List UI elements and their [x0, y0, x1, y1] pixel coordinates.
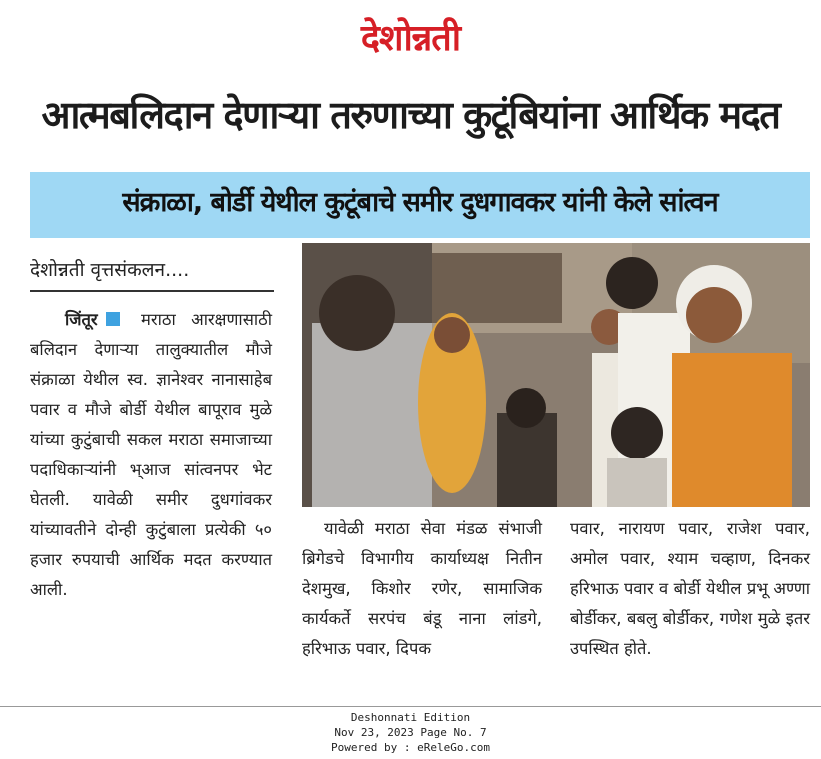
- article-column-middle: यावेळी मराठा सेवा मंडळ संभाजी ब्रिगेडचे विभागीय कार्याध्यक्ष नितीन देशमुख, किशोर रणेर, सामाजिक कार्यकर्ते सरपंच बंडू नाना लांडगे, हरिभाऊ पवार, दिपक: [302, 519, 542, 658]
- byline-divider: [30, 290, 274, 292]
- subheadline: संक्राळा, बोर्डी येथील कुटूंबाचे समीर दुधगावकर यांनी केले सांत्वन: [122, 187, 718, 218]
- byline: देशोन्नती वृत्तसंकलन....: [30, 259, 190, 281]
- article-body-left: मराठा आरक्षणासाठी बलिदान देणाऱ्या तालुक्यातील मौजे संक्राळा येथील स्व. ज्ञानेश्वर नानासाहेब पवार व मौजे बोर्डी येथील बापूराव मुळे यांच्या कुटुंबाची सकल मराठा समाजाच्या पदाधिकाऱ्यांनी भ्आज सांत्वनपर भेट घेतली. यावेळी समीर दुधगांवकर यांच्यावतीने दोन्ही कुटुंबाला प्रत्येकी ५० हजार रुपयाची आर्थिक मदत करण्यात आली.: [30, 310, 272, 599]
- footer: [0, 710, 821, 755]
- footer-date-page: Nov 23, 2023 Page No. 7: [334, 726, 487, 739]
- article-column-left: [30, 305, 272, 605]
- masthead-logo: देशोन्नती: [360, 18, 461, 59]
- footer-powered-by: Powered by : eReleGo.com: [331, 741, 490, 754]
- news-photo: [302, 243, 810, 507]
- footer-divider: [0, 706, 821, 707]
- article-column-right: पवार, नारायण पवार, राजेश पवार, अमोल पवार, श्याम चव्हाण, दिनकर हरिभाऊ पवार व बोर्डी येथील प्रभू अण्णा बोर्डीकर, बबलु बोर्डीकर, गणेश मुळे इतर उपस्थित होते.: [570, 519, 810, 658]
- headline: आत्मबलिदान देणाऱ्या तरुणाच्या कुटूंबियांना आर्थिक मदत: [41, 93, 780, 137]
- footer-edition: Deshonnati Edition: [350, 711, 471, 724]
- dateline: जिंतूर: [65, 310, 98, 329]
- news-photo-illustration: [302, 243, 810, 507]
- dateline-square-icon: [106, 312, 120, 326]
